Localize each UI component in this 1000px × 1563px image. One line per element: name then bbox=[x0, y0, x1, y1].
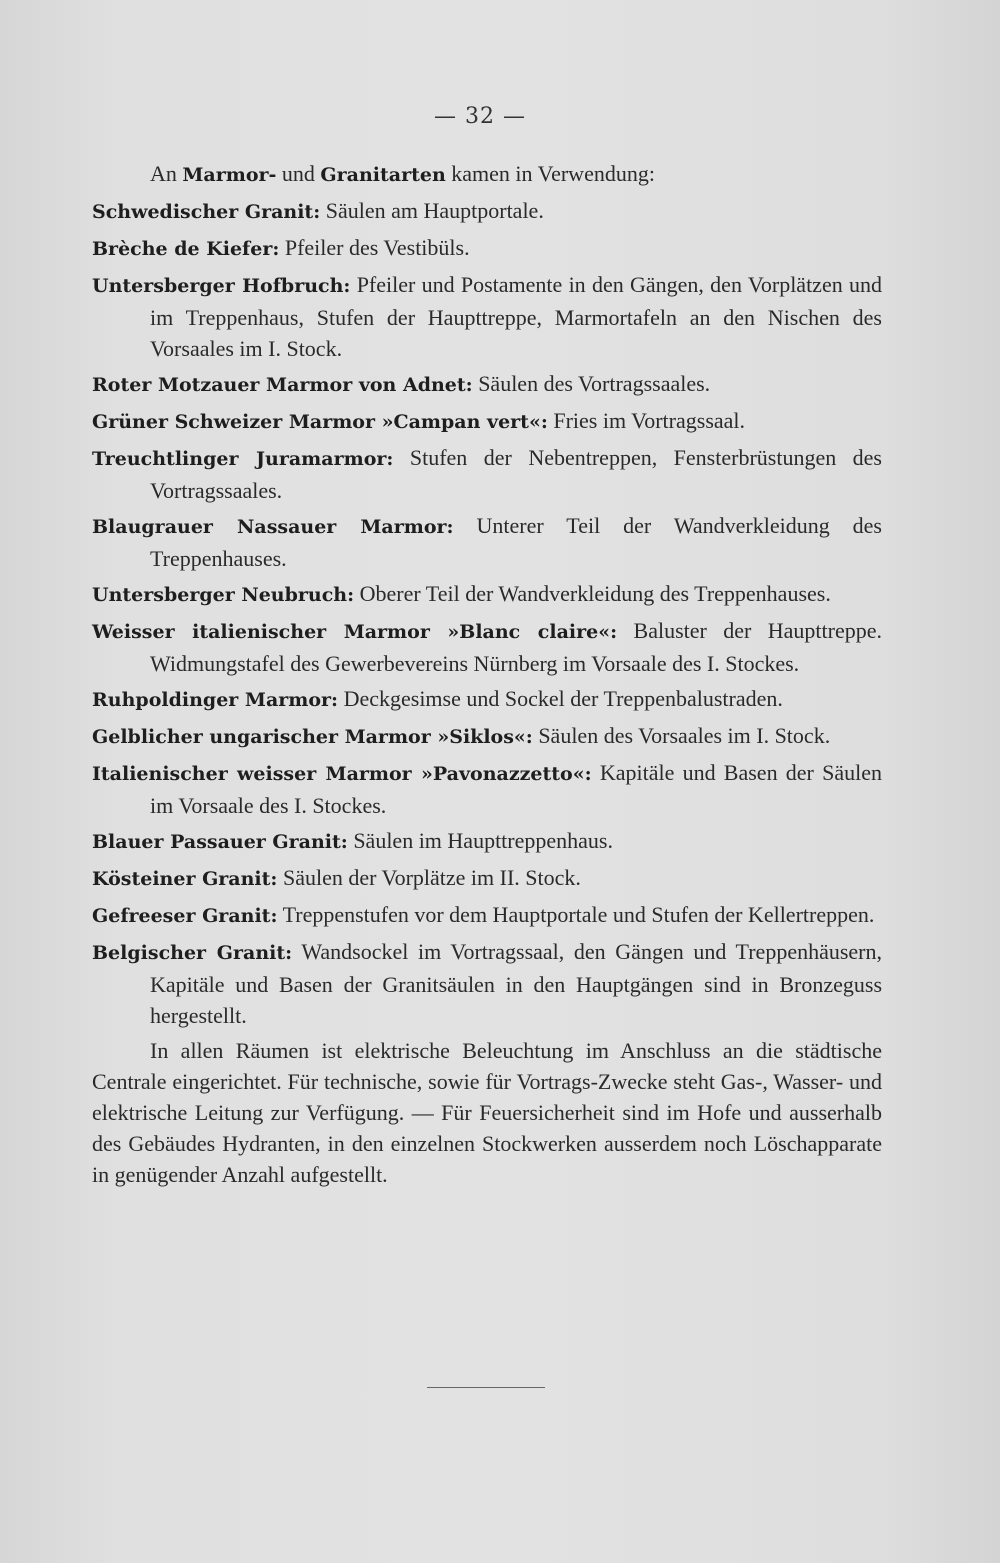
page-body bbox=[92, 158, 882, 1190]
stone-name: Grüner Schweizer Marmor »Campan vert«: bbox=[92, 411, 548, 433]
stone-entry bbox=[92, 405, 882, 438]
stone-entry bbox=[92, 269, 882, 364]
intro-prefix: An bbox=[150, 161, 183, 186]
stone-usage: Säulen im Haupttreppenhaus. bbox=[347, 828, 613, 853]
stone-name: Ruhpoldinger Marmor: bbox=[92, 689, 339, 711]
stone-entry bbox=[92, 615, 882, 679]
stone-usage: Oberer Teil der Wandverkleidung des Treppenhauses. bbox=[354, 581, 831, 606]
stone-name: Brèche de Kiefer: bbox=[92, 238, 280, 260]
stone-usage: Säulen des Vorsaales im I. Stock. bbox=[532, 723, 831, 748]
stone-entry bbox=[92, 510, 882, 574]
stone-usage: Säulen des Vortragssaales. bbox=[472, 371, 711, 396]
stone-name: Gefreeser Granit: bbox=[92, 905, 278, 927]
stone-usage: Kapitäle und Basen der Säulen im Vorsaale des I. Stockes. bbox=[150, 760, 882, 818]
stone-name: Blauer Passauer Granit: bbox=[92, 831, 348, 853]
stone-entry bbox=[92, 232, 882, 265]
intro-suffix: kamen in Verwendung: bbox=[445, 161, 655, 186]
stone-name: Belgischer Granit: bbox=[92, 942, 293, 964]
end-rule bbox=[427, 1387, 545, 1388]
intro-line bbox=[150, 158, 882, 191]
stone-entry bbox=[92, 720, 882, 753]
stone-name: Italienischer weisser Marmor »Pavonazzetto«: bbox=[92, 763, 592, 785]
stone-name: Blaugrauer Nassauer Marmor: bbox=[92, 516, 454, 538]
stone-name: Treuchtlinger Juramarmor: bbox=[92, 448, 394, 470]
stone-name: Kösteiner Granit: bbox=[92, 868, 278, 890]
stone-usage: Säulen am Hauptportale. bbox=[320, 198, 544, 223]
stone-usage: Pfeiler und Postamente in den Gängen, den Vorplätzen und im Treppenhaus, Stufen der Haupttreppe, Marmortafeln an den Nischen des Vorsaales im I. Stock. bbox=[150, 272, 882, 361]
stone-entry bbox=[92, 683, 882, 716]
stone-entry bbox=[92, 936, 882, 1031]
intro-term-marble: Marmor- bbox=[182, 164, 277, 186]
stone-entry bbox=[92, 195, 882, 228]
stone-entry bbox=[92, 368, 882, 401]
intro-middle: und bbox=[276, 161, 321, 186]
stone-usage: Deckgesimse und Sockel der Treppenbalustraden. bbox=[338, 686, 783, 711]
stone-name: Weisser italienischer Marmor »Blanc claire«: bbox=[92, 621, 618, 643]
stone-usage: Stufen der Nebentreppen, Fensterbrüstungen des Vortragssaales. bbox=[150, 445, 882, 503]
closing-paragraph: In allen Räumen ist elektrische Beleuchtung im Anschluss an die städtische Centrale eingerichtet. Für technische, sowie für Vortrags-Zwecke steht Gas-, Wasser- und elektrische Leitung zur Verfügung. — Für Feuersicherheit sind im Hofe und ausserhalb des Gebäudes Hydranten, in den einzelnen Stockwerken ausserdem noch Löschapparate in genügender Anzahl aufgestellt. bbox=[92, 1038, 882, 1187]
stone-usage: Treppenstufen vor dem Hauptportale und Stufen der Kellertreppen. bbox=[277, 902, 875, 927]
stone-entry bbox=[92, 757, 882, 821]
stone-name: Untersberger Hofbruch: bbox=[92, 275, 351, 297]
stone-usage: Unterer Teil der Wandverkleidung des Treppenhauses. bbox=[150, 513, 882, 571]
stone-name: Roter Motzauer Marmor von Adnet: bbox=[92, 374, 473, 396]
stone-usage: Pfeiler des Vestibüls. bbox=[279, 235, 470, 260]
stone-entry bbox=[92, 825, 882, 858]
intro-term-granite: Granitarten bbox=[320, 164, 446, 186]
stone-usage: Säulen der Vorplätze im II. Stock. bbox=[277, 865, 581, 890]
stone-entry bbox=[92, 578, 882, 611]
stone-name: Gelblicher ungarischer Marmor »Siklos«: bbox=[92, 726, 533, 748]
stone-usage: Wandsockel im Vortragssaal, den Gängen und Treppenhäusern, Kapitäle und Basen der Granitsäulen in den Hauptgängen sind in Bronzeguss hergestellt. bbox=[150, 939, 882, 1028]
stone-entry bbox=[92, 442, 882, 506]
stone-entry bbox=[92, 899, 882, 932]
stone-entry bbox=[92, 862, 882, 895]
stone-usage: Fries im Vortragssaal. bbox=[547, 408, 746, 433]
page-number: — 32 — bbox=[434, 104, 526, 129]
stone-name: Schwedischer Granit: bbox=[92, 201, 321, 223]
stone-usage: Baluster der Haupttreppe. Widmungstafel des Gewerbevereins Nürnberg im Vorsaale des I. Stockes. bbox=[150, 618, 883, 676]
stone-name: Untersberger Neubruch: bbox=[92, 584, 355, 606]
